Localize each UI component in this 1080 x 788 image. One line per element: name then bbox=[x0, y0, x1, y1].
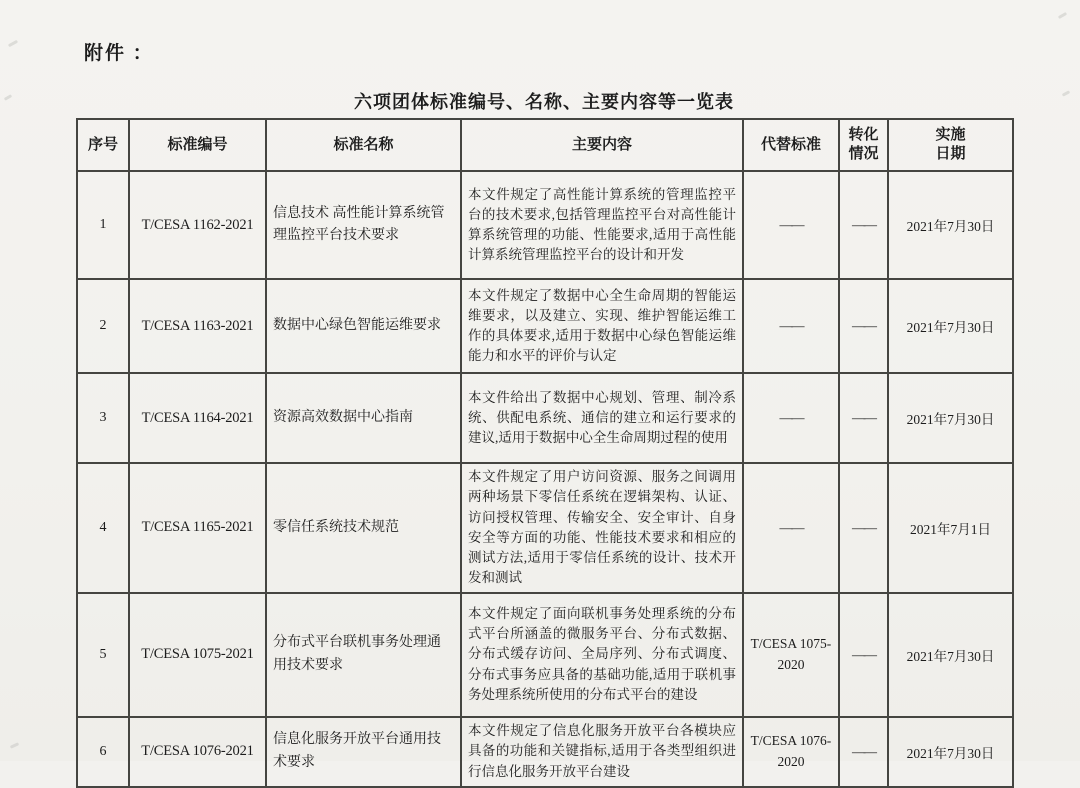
cell-standard-name: 信息技术 高性能计算系统管理监控平台技术要求 bbox=[266, 171, 461, 279]
table-row bbox=[77, 593, 1013, 717]
cell-main-content: 本文件给出了数据中心规划、管理、制冷系统、供配电系统、通信的建立和运行要求的建议,适用于数据中心全生命周期过程的使用 bbox=[461, 373, 743, 463]
cell-main-content: 本文件规定了数据中心全生命周期的智能运维要求，以及建立、实现、维护智能运维工作的具体要求,适用于数据中心绿色智能运维能力和水平的评价与认定 bbox=[461, 279, 743, 373]
table-row bbox=[77, 171, 1013, 279]
cell-index: 6 bbox=[77, 717, 129, 787]
header-implementation-date-line2: 日期 bbox=[935, 146, 966, 162]
cell-replaced-standard: —— bbox=[743, 373, 839, 463]
cell-standard-number: T/CESA 1164-2021 bbox=[129, 373, 266, 463]
scan-artifact bbox=[1058, 12, 1067, 19]
cell-standard-number: T/CESA 1076-2021 bbox=[129, 717, 266, 787]
header-conversion-status-line2: 情况 bbox=[848, 146, 879, 162]
cell-standard-name: 资源高效数据中心指南 bbox=[266, 373, 461, 463]
header-standard-number: 标准编号 bbox=[129, 119, 266, 171]
scan-artifact bbox=[8, 40, 18, 47]
standards-table bbox=[76, 118, 1014, 788]
cell-implementation-date: 2021年7月30日 bbox=[888, 279, 1013, 373]
header-implementation-date bbox=[888, 119, 1013, 171]
scan-artifact bbox=[4, 94, 12, 101]
cell-conversion-status: —— bbox=[839, 171, 888, 279]
cell-index: 5 bbox=[77, 593, 129, 717]
scan-artifact bbox=[1062, 90, 1070, 96]
cell-index: 3 bbox=[77, 373, 129, 463]
header-conversion-status-line1: 转化 bbox=[848, 127, 879, 144]
cell-standard-number: T/CESA 1075-2021 bbox=[129, 593, 266, 717]
table-row bbox=[77, 463, 1013, 593]
cell-index: 4 bbox=[77, 463, 129, 593]
cell-conversion-status: —— bbox=[839, 717, 888, 787]
cell-replaced-standard: —— bbox=[743, 171, 839, 279]
cell-standard-number: T/CESA 1162-2021 bbox=[129, 171, 266, 279]
table-row bbox=[77, 373, 1013, 463]
header-standard-name: 标准名称 bbox=[266, 119, 461, 171]
cell-implementation-date: 2021年7月30日 bbox=[888, 593, 1013, 717]
header-replaced-standard: 代替标准 bbox=[743, 119, 839, 171]
cell-standard-name: 数据中心绿色智能运维要求 bbox=[266, 279, 461, 373]
cell-replaced-standard: T/CESA 1076-2020 bbox=[743, 717, 839, 787]
cell-main-content: 本文件规定了面向联机事务处理系统的分布式平台所涵盖的微服务平台、分布式数据、分布式缓存访问、全局序列、分布式调度、分布式事务应具备的基础功能,适用于联机事务处理系统所使用的分布式平台的建设 bbox=[461, 593, 743, 717]
header-implementation-date-line1: 实施 bbox=[935, 127, 966, 144]
cell-main-content: 本文件规定了信息化服务开放平台各模块应具备的功能和关键指标,适用于各类型组织进行信息化服务开放平台建设 bbox=[461, 717, 743, 787]
cell-standard-name: 信息化服务开放平台通用技术要求 bbox=[266, 717, 461, 787]
cell-replaced-standard: —— bbox=[743, 279, 839, 373]
scan-artifact bbox=[10, 742, 19, 749]
cell-conversion-status: —— bbox=[839, 373, 888, 463]
cell-standard-name: 分布式平台联机事务处理通用技术要求 bbox=[266, 593, 461, 717]
cell-implementation-date: 2021年7月30日 bbox=[888, 171, 1013, 279]
table-row bbox=[77, 717, 1013, 787]
header-row bbox=[77, 119, 1013, 171]
cell-replaced-standard: —— bbox=[743, 463, 839, 593]
cell-implementation-date: 2021年7月30日 bbox=[888, 373, 1013, 463]
cell-conversion-status: —— bbox=[839, 593, 888, 717]
header-main-content: 主要内容 bbox=[461, 119, 743, 171]
cell-standard-name: 零信任系统技术规范 bbox=[266, 463, 461, 593]
cell-main-content: 本文件规定了高性能计算系统的管理监控平台的技术要求,包括管理监控平台对高性能计算系统管理的功能、性能要求,适用于高性能计算系统管理监控平台的设计和开发 bbox=[461, 171, 743, 279]
table-title: 六项团体标准编号、名称、主要内容等一览表 bbox=[354, 92, 734, 112]
cell-conversion-status: —— bbox=[839, 279, 888, 373]
header-index: 序号 bbox=[77, 119, 129, 171]
header-conversion-status bbox=[839, 119, 888, 171]
cell-standard-number: T/CESA 1165-2021 bbox=[129, 463, 266, 593]
attachment-label: 附件 ： bbox=[84, 43, 154, 64]
cell-replaced-standard: T/CESA 1075-2020 bbox=[743, 593, 839, 717]
table-row bbox=[77, 279, 1013, 373]
cell-index: 1 bbox=[77, 171, 129, 279]
cell-implementation-date: 2021年7月30日 bbox=[888, 717, 1013, 787]
cell-index: 2 bbox=[77, 279, 129, 373]
cell-main-content: 本文件规定了用户访问资源、服务之间调用两种场景下零信任系统在逻辑架构、认证、访问授权管理、传输安全、安全审计、自身安全等方面的功能、性能技术要求和相应的测试方法,适用于零信任系统的设计、技术开发和测试 bbox=[461, 463, 743, 593]
cell-standard-number: T/CESA 1163-2021 bbox=[129, 279, 266, 373]
cell-implementation-date: 2021年7月1日 bbox=[888, 463, 1013, 593]
cell-conversion-status: —— bbox=[839, 463, 888, 593]
